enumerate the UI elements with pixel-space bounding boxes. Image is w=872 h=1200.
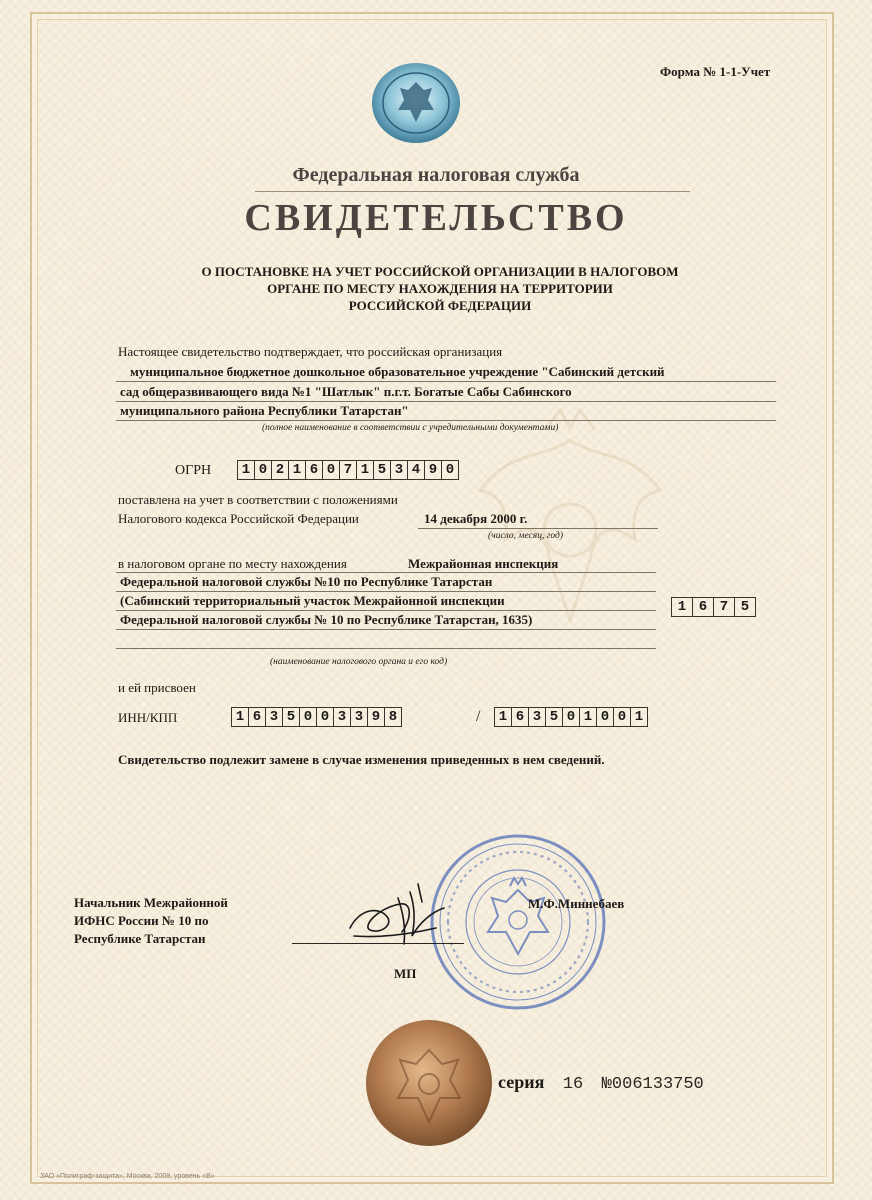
inn-digit: 6 — [248, 707, 266, 727]
kpp-digit: 3 — [528, 707, 546, 727]
kpp-digit: 0 — [562, 707, 580, 727]
printer-note: ЗАО «Полиграф-защита», Москва, 2009, уровень «В» — [40, 1173, 215, 1180]
underline — [116, 401, 776, 402]
ogrn-digit: 2 — [271, 460, 289, 480]
inn-kpp-label: ИНН/КПП — [118, 710, 178, 725]
intro-text: Настоящее свидетельство подтверждает, что российская организация — [118, 344, 503, 359]
registration-date: 14 декабря 2000 г. — [424, 511, 528, 526]
underline — [116, 381, 776, 382]
kpp-digit: 6 — [511, 707, 529, 727]
kpp-digit: 1 — [579, 707, 597, 727]
signatory-name: М.Ф.Миннебаев — [528, 896, 625, 911]
inn-digit: 0 — [299, 707, 317, 727]
subtitle-line: РОССИЙСКОЙ ФЕДЕРАЦИИ — [348, 298, 532, 313]
signatory-title-line: ИФНС России № 10 по — [74, 913, 209, 928]
signatory-title-line: Республике Татарстан — [74, 931, 206, 946]
inn-digit: 3 — [350, 707, 368, 727]
form-number: Форма № 1-1-Учет — [660, 64, 771, 79]
inn-digit: 5 — [282, 707, 300, 727]
underline — [116, 591, 656, 592]
document-title: СВИДЕТЕЛЬСТВО — [244, 197, 628, 239]
code-digit: 6 — [692, 597, 714, 617]
tax-office-line: Федеральной налоговой службы №10 по Республике Татарстан — [120, 574, 493, 589]
serial-number: №006133750 — [601, 1075, 704, 1094]
ogrn-digit: 7 — [339, 460, 357, 480]
code-digit: 7 — [713, 597, 735, 617]
registered-text: Налогового кодекса Российской Федерации — [118, 511, 359, 526]
underline — [116, 648, 656, 649]
signatory-title-line: Начальник Межрайонной — [74, 895, 228, 910]
ogrn-digit: 1 — [288, 460, 306, 480]
title-divider — [255, 191, 690, 192]
ogrn-digit: 4 — [407, 460, 425, 480]
document-subtitle — [160, 263, 720, 314]
inn-kpp-separator: / — [476, 708, 481, 725]
org-name-line: сад общеразвивающего вида №1 "Шатлык" п.г.т. Богатые Сабы Сабинского — [120, 384, 572, 399]
tax-office-prefix: в налоговом органе по месту нахождения — [118, 556, 347, 571]
ogrn-digit: 0 — [254, 460, 272, 480]
code-digit: 5 — [734, 597, 756, 617]
kpp-digits — [495, 707, 648, 727]
inn-digit: 8 — [384, 707, 402, 727]
tax-office-line: (Сабинский территориальный участок Межрайонной инспекции — [120, 593, 505, 608]
handwritten-signature-icon — [340, 878, 460, 950]
tax-office-caption: (наименование налогового органа и его код) — [270, 657, 448, 667]
ogrn-digit: 6 — [305, 460, 323, 480]
ogrn-digit: 0 — [322, 460, 340, 480]
inn-digits — [232, 707, 402, 727]
code-digit: 1 — [671, 597, 693, 617]
ogrn-label: ОГРН — [175, 463, 212, 478]
inn-digit: 9 — [367, 707, 385, 727]
assigned-text: и ей присвоен — [118, 680, 196, 695]
ogrn-digit: 9 — [424, 460, 442, 480]
underline — [116, 610, 656, 611]
ogrn-digits — [238, 460, 459, 480]
inn-digit: 3 — [333, 707, 351, 727]
ogrn-digit: 1 — [237, 460, 255, 480]
kpp-digit: 1 — [630, 707, 648, 727]
org-name-line: муниципальное бюджетное дошкольное образовательное учреждение "Сабинский детский — [130, 364, 665, 379]
underline — [116, 629, 656, 630]
kpp-digit: 1 — [494, 707, 512, 727]
ogrn-digit: 3 — [390, 460, 408, 480]
kpp-digit: 5 — [545, 707, 563, 727]
signature-line — [292, 943, 464, 944]
serial-number-block — [498, 1072, 704, 1094]
tax-office-code — [672, 597, 756, 617]
date-caption: (число, месяц, год) — [488, 531, 564, 541]
stamp-place-label: МП — [394, 966, 417, 981]
gold-seal-icon — [364, 1018, 494, 1148]
ogrn-digit: 5 — [373, 460, 391, 480]
inn-digit: 0 — [316, 707, 334, 727]
ogrn-digit: 1 — [356, 460, 374, 480]
serial-series: 16 — [562, 1075, 584, 1094]
serial-label: серия — [498, 1072, 545, 1092]
tax-office-line: Межрайонная инспекция — [408, 556, 559, 571]
inn-digit: 3 — [265, 707, 283, 727]
org-name-line: муниципального района Республики Татарстан" — [120, 403, 409, 418]
hologram-emblem-icon — [370, 60, 462, 146]
service-name: Федеральная налоговая служба — [292, 164, 580, 186]
subtitle-line: ОРГАНЕ ПО МЕСТУ НАХОЖДЕНИЯ НА ТЕРРИТОРИИ — [267, 281, 613, 296]
kpp-digit: 0 — [596, 707, 614, 727]
underline — [418, 528, 658, 529]
underline — [116, 572, 656, 573]
subtitle-line: О ПОСТАНОВКЕ НА УЧЕТ РОССИЙСКОЙ ОРГАНИЗАЦИИ В НАЛОГОВОМ — [201, 264, 679, 279]
kpp-digit: 0 — [613, 707, 631, 727]
registered-text: поставлена на учет в соответствии с положениями — [118, 492, 398, 507]
ogrn-digit: 0 — [441, 460, 459, 480]
tax-office-line: Федеральной налоговой службы № 10 по Республике Татарстан, 1635) — [120, 612, 533, 627]
replacement-note: Свидетельство подлежит замене в случае изменения приведенных в нем сведений. — [118, 752, 605, 767]
underline — [116, 420, 776, 421]
org-name-caption: (полное наименование в соответствии с учредительными документами) — [262, 423, 559, 433]
inn-digit: 1 — [231, 707, 249, 727]
